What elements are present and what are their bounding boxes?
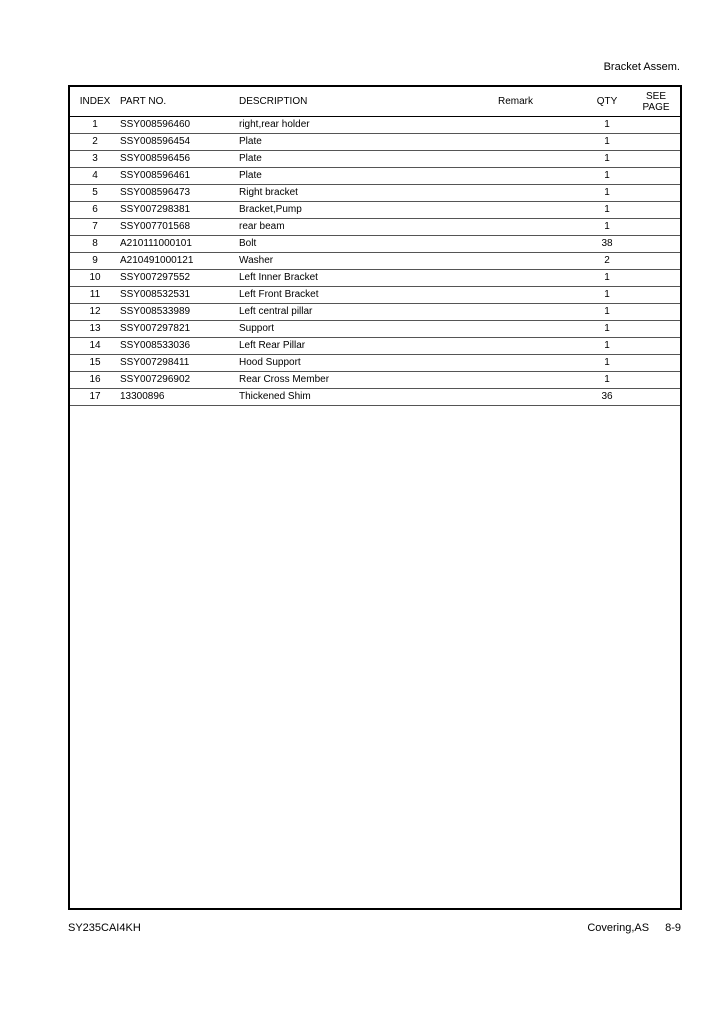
table-header-row	[70, 87, 680, 117]
cell-index: 8	[70, 236, 120, 253]
cell-description: Bracket,Pump	[239, 202, 498, 219]
column-header-see-page	[632, 87, 680, 117]
cell-part-no: SSY008596454	[120, 134, 239, 151]
cell-part-no: SSY008596473	[120, 185, 239, 202]
cell-index: 17	[70, 389, 120, 406]
parts-table-body	[70, 117, 680, 406]
cell-index: 4	[70, 168, 120, 185]
cell-index: 9	[70, 253, 120, 270]
footer-model: SY235CAI4KH	[68, 922, 141, 934]
cell-see-page	[632, 185, 680, 202]
cell-index: 13	[70, 321, 120, 338]
cell-index: 6	[70, 202, 120, 219]
column-header-qty: QTY	[582, 87, 632, 117]
cell-remark	[498, 219, 582, 236]
cell-see-page	[632, 304, 680, 321]
table-row	[70, 338, 680, 355]
cell-remark	[498, 372, 582, 389]
cell-remark	[498, 304, 582, 321]
cell-see-page	[632, 355, 680, 372]
cell-see-page	[632, 202, 680, 219]
cell-qty: 1	[582, 304, 632, 321]
cell-remark	[498, 151, 582, 168]
table-row	[70, 236, 680, 253]
cell-qty: 1	[582, 372, 632, 389]
cell-see-page	[632, 389, 680, 406]
cell-remark	[498, 134, 582, 151]
parts-table	[70, 87, 680, 406]
cell-qty: 1	[582, 151, 632, 168]
cell-see-page	[632, 338, 680, 355]
cell-part-no: SSY008596460	[120, 117, 239, 134]
cell-part-no: SSY007298411	[120, 355, 239, 372]
table-row	[70, 117, 680, 134]
cell-remark	[498, 202, 582, 219]
table-row	[70, 219, 680, 236]
cell-see-page	[632, 253, 680, 270]
table-row	[70, 253, 680, 270]
cell-part-no: SSY007297552	[120, 270, 239, 287]
cell-qty: 1	[582, 321, 632, 338]
cell-qty: 38	[582, 236, 632, 253]
cell-part-no: 13300896	[120, 389, 239, 406]
cell-qty: 1	[582, 202, 632, 219]
table-row	[70, 134, 680, 151]
table-row	[70, 321, 680, 338]
cell-index: 15	[70, 355, 120, 372]
column-header-description: DESCRIPTION	[239, 87, 498, 117]
parts-list-frame	[68, 85, 682, 910]
cell-index: 16	[70, 372, 120, 389]
cell-index: 14	[70, 338, 120, 355]
cell-see-page	[632, 236, 680, 253]
cell-see-page	[632, 168, 680, 185]
cell-index: 5	[70, 185, 120, 202]
footer-section: Covering,AS	[587, 922, 650, 934]
cell-see-page	[632, 117, 680, 134]
cell-see-page	[632, 134, 680, 151]
cell-description: right,rear holder	[239, 117, 498, 134]
cell-remark	[498, 355, 582, 372]
cell-remark	[498, 287, 582, 304]
cell-qty: 1	[582, 134, 632, 151]
cell-remark	[498, 338, 582, 355]
footer-page-number: 8-9	[665, 922, 681, 934]
table-row	[70, 168, 680, 185]
cell-description: Left Rear Pillar	[239, 338, 498, 355]
cell-remark	[498, 117, 582, 134]
cell-part-no: A210491000121	[120, 253, 239, 270]
table-row	[70, 202, 680, 219]
cell-description: Plate	[239, 151, 498, 168]
cell-remark	[498, 253, 582, 270]
cell-part-no: SSY008596461	[120, 168, 239, 185]
cell-part-no: SSY007701568	[120, 219, 239, 236]
cell-index: 3	[70, 151, 120, 168]
cell-description: Right bracket	[239, 185, 498, 202]
cell-part-no: SSY008533989	[120, 304, 239, 321]
cell-remark	[498, 389, 582, 406]
cell-index: 2	[70, 134, 120, 151]
cell-part-no: SSY007296902	[120, 372, 239, 389]
cell-description: Left Front Bracket	[239, 287, 498, 304]
cell-qty: 2	[582, 253, 632, 270]
cell-qty: 1	[582, 287, 632, 304]
table-row	[70, 287, 680, 304]
column-header-remark: Remark	[498, 87, 582, 117]
table-row	[70, 372, 680, 389]
cell-part-no: SSY007298381	[120, 202, 239, 219]
table-row	[70, 304, 680, 321]
cell-see-page	[632, 372, 680, 389]
cell-index: 10	[70, 270, 120, 287]
cell-part-no: SSY008532531	[120, 287, 239, 304]
table-row	[70, 355, 680, 372]
cell-index: 11	[70, 287, 120, 304]
cell-part-no: SSY007297821	[120, 321, 239, 338]
cell-index: 7	[70, 219, 120, 236]
cell-description: Thickened Shim	[239, 389, 498, 406]
cell-part-no: A210111000101	[120, 236, 239, 253]
table-row	[70, 270, 680, 287]
cell-see-page	[632, 151, 680, 168]
page-header-title: Bracket Assem.	[603, 61, 680, 73]
cell-remark	[498, 168, 582, 185]
cell-remark	[498, 185, 582, 202]
cell-description: Support	[239, 321, 498, 338]
cell-qty: 1	[582, 117, 632, 134]
cell-description: Hood Support	[239, 355, 498, 372]
cell-description: Left central pillar	[239, 304, 498, 321]
cell-index: 1	[70, 117, 120, 134]
cell-qty: 1	[582, 355, 632, 372]
cell-qty: 1	[582, 168, 632, 185]
cell-remark	[498, 270, 582, 287]
cell-description: Bolt	[239, 236, 498, 253]
column-header-see-page-line2: PAGE	[642, 101, 670, 113]
cell-qty: 1	[582, 270, 632, 287]
cell-qty: 36	[582, 389, 632, 406]
column-header-see-page-line1: SEE	[645, 90, 666, 102]
cell-part-no: SSY008533036	[120, 338, 239, 355]
column-header-part-no: PART NO.	[120, 87, 239, 117]
cell-see-page	[632, 321, 680, 338]
cell-description: Plate	[239, 134, 498, 151]
cell-remark	[498, 321, 582, 338]
cell-index: 12	[70, 304, 120, 321]
table-row	[70, 151, 680, 168]
table-row	[70, 389, 680, 406]
table-row	[70, 185, 680, 202]
cell-see-page	[632, 270, 680, 287]
column-header-index: INDEX	[70, 87, 120, 117]
cell-qty: 1	[582, 219, 632, 236]
footer-right	[587, 922, 681, 935]
cell-see-page	[632, 287, 680, 304]
cell-description: Left Inner Bracket	[239, 270, 498, 287]
cell-description: Plate	[239, 168, 498, 185]
cell-see-page	[632, 219, 680, 236]
cell-qty: 1	[582, 338, 632, 355]
cell-qty: 1	[582, 185, 632, 202]
cell-description: rear beam	[239, 219, 498, 236]
cell-description: Rear Cross Member	[239, 372, 498, 389]
cell-part-no: SSY008596456	[120, 151, 239, 168]
cell-remark	[498, 236, 582, 253]
cell-description: Washer	[239, 253, 498, 270]
